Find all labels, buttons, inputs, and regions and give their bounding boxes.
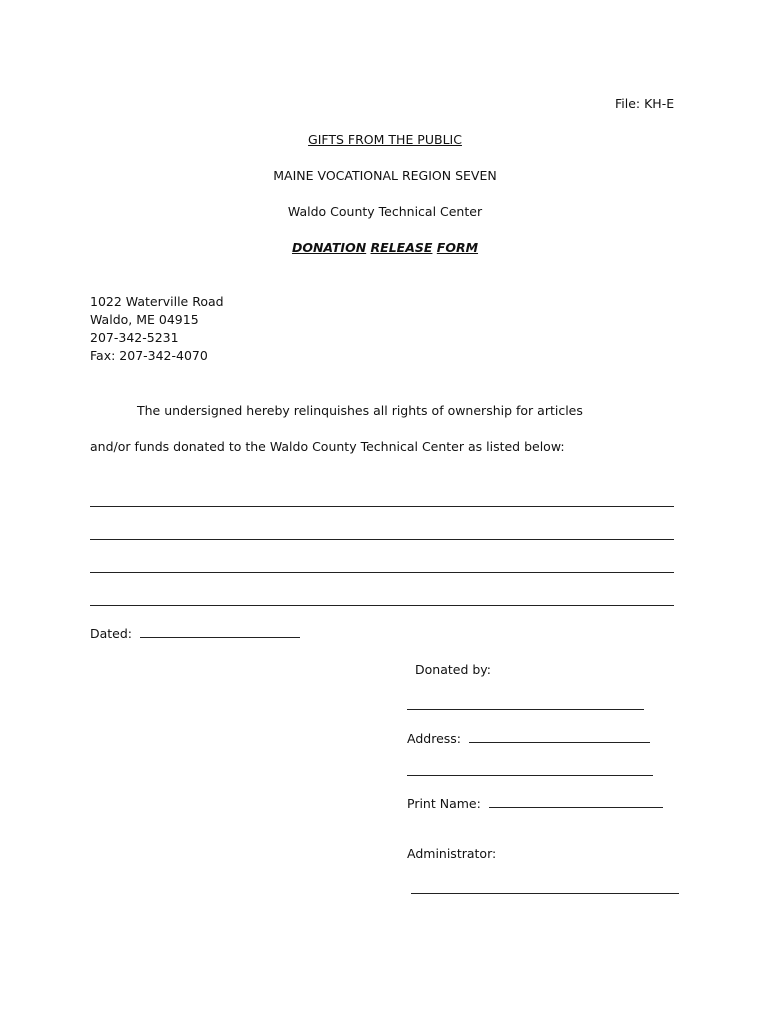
item-line-1[interactable] [90, 506, 674, 507]
donor-signature-line[interactable] [407, 709, 644, 710]
item-line-2[interactable] [90, 539, 674, 540]
form-title-word-donation: DONATION [291, 240, 367, 255]
address-phone: 207-342-5231 [90, 330, 179, 345]
address-street: 1022 Waterville Road [90, 294, 224, 309]
address-field[interactable] [469, 731, 650, 743]
form-title-word-release: RELEASE [370, 240, 433, 255]
dated-row [90, 626, 300, 641]
address-label: Address: [407, 731, 461, 746]
file-code: File: KH-E [615, 96, 675, 111]
dated-label: Dated: [90, 626, 133, 641]
item-line-3[interactable] [90, 572, 674, 573]
form-title-word-form: FORM [436, 240, 479, 255]
print-name-row [407, 796, 663, 811]
print-name-field[interactable] [489, 796, 663, 808]
title-region: MAINE VOCATIONAL REGION SEVEN [273, 168, 497, 183]
administrator-label: Administrator: [407, 846, 497, 861]
address-line-2[interactable] [407, 775, 653, 776]
title-center: Waldo County Technical Center [287, 204, 483, 219]
dated-field[interactable] [140, 626, 300, 638]
body-line-2: and/or funds donated to the Waldo County Technical Center as listed below: [90, 439, 565, 454]
donated-by-label: Donated by: [415, 662, 491, 677]
address-city: Waldo, ME 04915 [90, 312, 199, 327]
body-line-1: The undersigned hereby relinquishes all rights of ownership for articles [137, 403, 583, 418]
form-title [0, 240, 770, 255]
address-fax: Fax: 207-342-4070 [90, 348, 208, 363]
administrator-signature-line[interactable] [411, 893, 679, 894]
print-name-label: Print Name: [407, 796, 481, 811]
title-gifts: GIFTS FROM THE PUBLIC [308, 132, 462, 147]
address-row [407, 731, 650, 746]
item-line-4[interactable] [90, 605, 674, 606]
